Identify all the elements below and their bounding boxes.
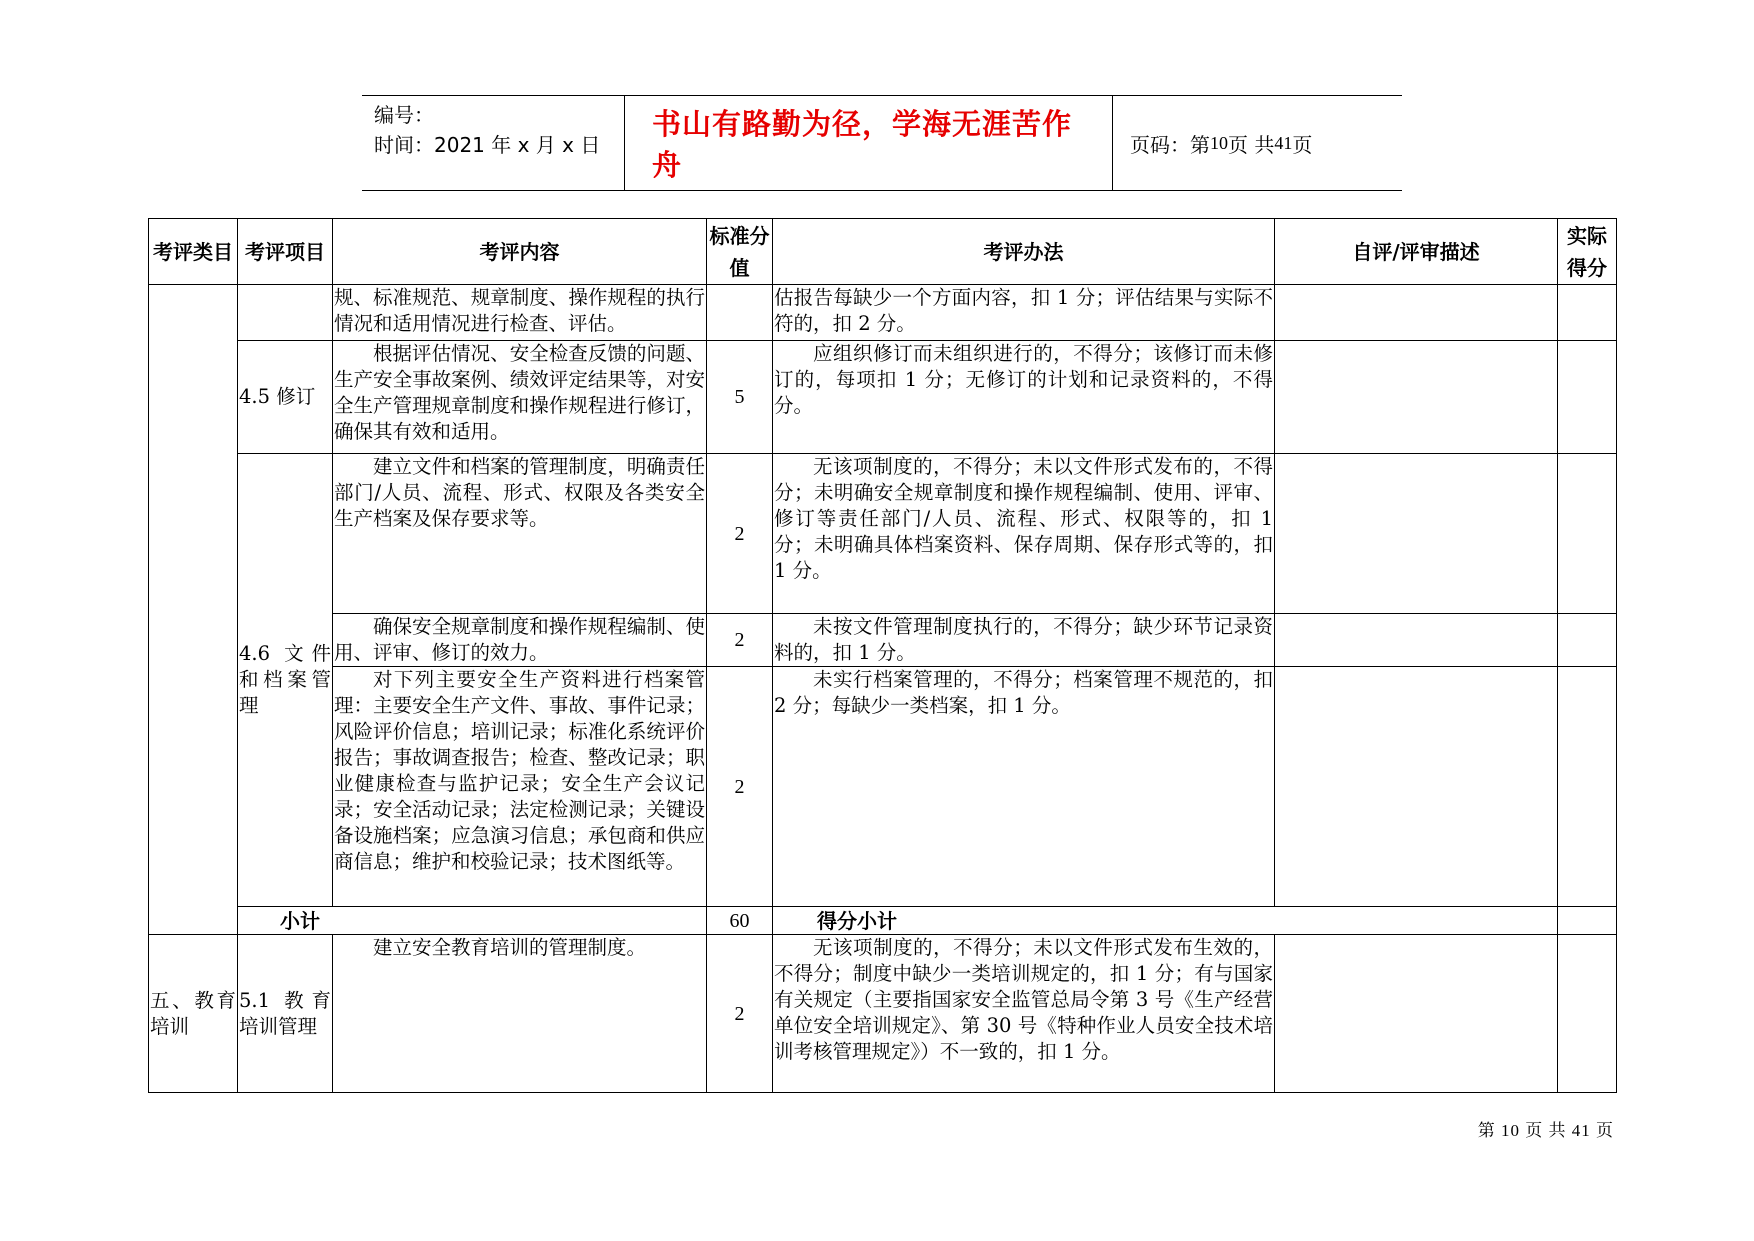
page-prefix: 页码：第 <box>1130 132 1210 157</box>
score-cell: 2 <box>707 454 773 614</box>
subtotal-actual[interactable] <box>1558 907 1617 935</box>
method-cell: 未实行档案管理的，不得分；档案管理不规范的，扣 2 分；每缺少一类档案，扣 1 分。 <box>773 667 1275 907</box>
actual-score-cell[interactable] <box>1558 341 1617 454</box>
actual-score-cell[interactable] <box>1558 935 1617 1093</box>
content-cell: 根据评估情况、安全检查反馈的问题、生产安全事故案例、绩效评定结果等，对安全生产管理规章制度和操作规程进行修订，确保其有效和适用。 <box>333 341 707 454</box>
table-header-row <box>149 219 1617 285</box>
content-cell: 对下列主要安全生产资料进行档案管理：主要安全生产文件、事故、事件记录；风险评价信息；培训记录；标准化系统评价报告；事故调查报告；检查、整改记录；职业健康检查与监护记录；安全生产会议记录；安全活动记录；法定检测记录；关键设备设施档案；应急演习信息；承包商和供应商信息；维护和校验记录；技术图纸等。 <box>333 667 707 907</box>
actual-score-cell[interactable] <box>1558 454 1617 614</box>
method-cell: 无该项制度的，不得分；未以文件形式发布的，不得分；未明确安全规章制度和操作规程编制、使用、评审、修订等责任部门/人员、流程、形式、权限等的，扣 1 分；未明确具体档案资料、保存周期、保存形式等的，扣 1 分。 <box>773 454 1275 614</box>
table-row <box>149 341 1617 454</box>
header-self-eval: 自评/评审描述 <box>1275 219 1558 285</box>
score-cell: 2 <box>707 935 773 1093</box>
content-cell: 规、标准规范、规章制度、操作规程的执行情况和适用情况进行检查、评估。 <box>333 285 707 341</box>
subtotal-method-label: 得分小计 <box>773 907 1558 935</box>
page-mid: 页 共 <box>1228 132 1275 157</box>
code-label: 编号： <box>374 103 434 127</box>
self-eval-cell[interactable] <box>1275 341 1558 454</box>
subtotal-score: 60 <box>707 907 773 935</box>
item-cell: 4.5 修订 <box>238 341 333 454</box>
page-total: 41 <box>1274 132 1293 153</box>
self-eval-cell[interactable] <box>1275 667 1558 907</box>
header-page-number <box>1130 96 1312 190</box>
actual-score-cell[interactable] <box>1558 667 1617 907</box>
header-content: 考评内容 <box>333 219 707 285</box>
table-row <box>149 667 1617 907</box>
score-cell <box>707 285 773 341</box>
time-label: 时间：2021 年 x 月 x 日 <box>374 133 601 157</box>
page-header <box>362 95 1402 191</box>
self-eval-cell[interactable] <box>1275 285 1558 341</box>
header-item: 考评项目 <box>238 219 333 285</box>
header-actual: 实际得分 <box>1558 219 1617 285</box>
method-cell: 无该项制度的，不得分；未以文件形式发布生效的，不得分；制度中缺少一类培训规定的，扣 1 分；有与国家有关规定（主要指国家安全监管总局令第 3 号《生产经营单位安全培训规定》、第 30 号《特种作业人员安全技术培训考核管理规定》）不一致的，扣 1 分。 <box>773 935 1275 1093</box>
content-cell: 建立文件和档案的管理制度，明确责任部门/人员、流程、形式、权限及各类安全生产档案及保存要求等。 <box>333 454 707 614</box>
self-eval-cell[interactable] <box>1275 614 1558 667</box>
subtotal-label: 小计 <box>238 907 707 935</box>
score-cell: 5 <box>707 341 773 454</box>
header-category: 考评类目 <box>149 219 238 285</box>
content-cell: 确保安全规章制度和操作规程编制、使用、评审、修订的效力。 <box>333 614 707 667</box>
page-suffix: 页 <box>1292 132 1313 157</box>
header-method: 考评办法 <box>773 219 1275 285</box>
self-eval-cell[interactable] <box>1275 454 1558 614</box>
header-divider <box>624 96 625 190</box>
category-cell: 五、教育培训 <box>149 935 238 1093</box>
header-motto: 书山有路勤为径，学海无涯苦作舟 <box>652 107 1073 182</box>
subtotal-row <box>149 907 1617 935</box>
table-row <box>149 614 1617 667</box>
score-cell: 2 <box>707 667 773 907</box>
item-cell: 5.1 教育培训管理 <box>238 935 333 1093</box>
table-row <box>149 935 1617 1093</box>
method-cell: 应组织修订而未组织进行的，不得分；该修订而未修订的，每项扣 1 分；无修订的计划和记录资料的，不得分。 <box>773 341 1275 454</box>
actual-score-cell[interactable] <box>1558 285 1617 341</box>
header-info <box>374 100 600 160</box>
table-row <box>149 454 1617 614</box>
score-cell: 2 <box>707 614 773 667</box>
method-cell: 未按文件管理制度执行的，不得分；缺少环节记录资料的，扣 1 分。 <box>773 614 1275 667</box>
header-divider <box>1112 96 1113 190</box>
content-cell: 建立安全教育培训的管理制度。 <box>333 935 707 1093</box>
evaluation-table <box>148 218 1617 1093</box>
header-score: 标准分值 <box>707 219 773 285</box>
item-cell: 4.6 文件和档案管理 <box>238 454 333 907</box>
method-cell: 估报告每缺少一个方面内容，扣 1 分；评估结果与实际不符的，扣 2 分。 <box>773 285 1275 341</box>
self-eval-cell[interactable] <box>1275 935 1558 1093</box>
page-footer: 第 10 页 共 41 页 <box>1477 1121 1614 1140</box>
actual-score-cell[interactable] <box>1558 614 1617 667</box>
table-row <box>149 285 1617 341</box>
category-cell <box>149 285 238 935</box>
page-current: 10 <box>1210 132 1228 153</box>
item-cell <box>238 285 333 341</box>
